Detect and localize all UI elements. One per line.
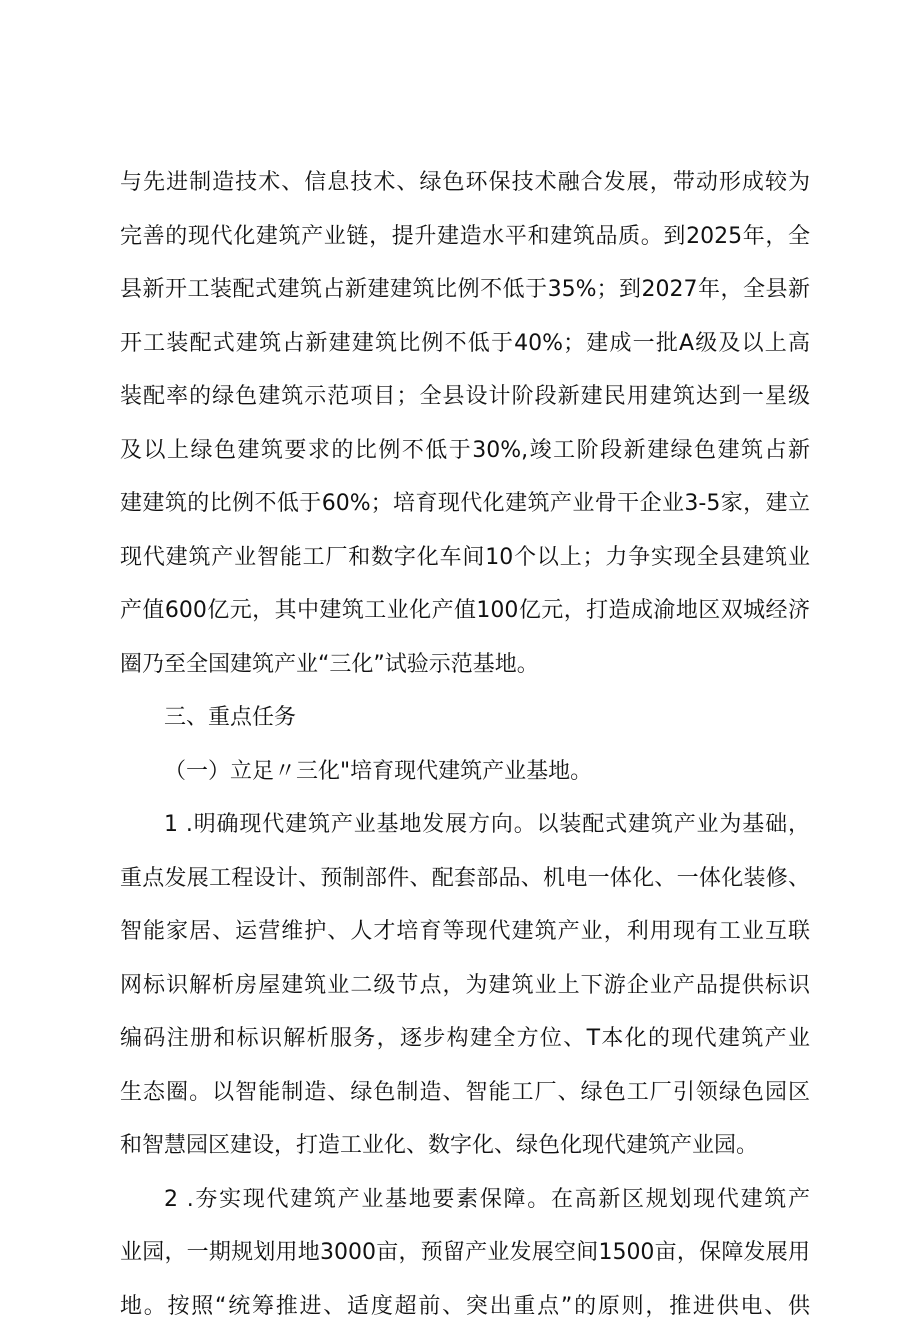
text-line: 地。按照“统筹推进、适度超前、突出重点”的原则，推进供电、供 — [120, 1280, 810, 1333]
text-line: 及以上绿色建筑要求的比例不低于30%,竣工阶段新建绿色建筑占新 — [120, 424, 810, 478]
text-line: 三、重点任务 — [120, 691, 810, 745]
text-line: 编码注册和标识解析服务，逐步构建全方位、T本化的现代建筑产业 — [120, 1012, 810, 1066]
document-body — [120, 156, 810, 1333]
text-line: 2 .夯实现代建筑产业基地要素保障。在高新区规划现代建筑产 — [120, 1173, 810, 1227]
text-line: 业园，一期规划用地3000亩，预留产业发展空间1500亩，保障发展用 — [120, 1226, 810, 1280]
text-line: 县新开工装配式建筑占新建建筑比例不低于35%；到2027年，全县新 — [120, 263, 810, 317]
text-line: （一）立足〃三化"培育现代建筑产业基地。 — [120, 745, 810, 799]
text-line: 装配率的绿色建筑示范项目；全县设计阶段新建民用建筑达到一星级 — [120, 370, 810, 424]
text-line: 圈乃至全国建筑产业“三化”试验示范基地。 — [120, 638, 810, 692]
text-line: 重点发展工程设计、预制部件、配套部品、机电一体化、一体化装修、 — [120, 852, 810, 906]
text-line: 开工装配式建筑占新建建筑比例不低于40%；建成一批A级及以上高 — [120, 317, 810, 371]
text-line: 与先进制造技术、信息技术、绿色环保技术融合发展，带动形成较为 — [120, 156, 810, 210]
text-line: 建建筑的比例不低于60%；培育现代化建筑产业骨干企业3-5家，建立 — [120, 477, 810, 531]
text-line: 和智慧园区建设，打造工业化、数字化、绿色化现代建筑产业园。 — [120, 1119, 810, 1173]
text-line: 现代建筑产业智能工厂和数字化车间10个以上；力争实现全县建筑业 — [120, 531, 810, 585]
text-line: 产值600亿元，其中建筑工业化产值100亿元，打造成渝地区双城经济 — [120, 584, 810, 638]
text-line: 网标识解析房屋建筑业二级节点，为建筑业上下游企业产品提供标识 — [120, 959, 810, 1013]
text-line: 智能家居、运营维护、人才培育等现代建筑产业，利用现有工业互联 — [120, 905, 810, 959]
text-line: 生态圈。以智能制造、绿色制造、智能工厂、绿色工厂引领绿色园区 — [120, 1066, 810, 1120]
text-line: 完善的现代化建筑产业链，提升建造水平和建筑品质。到2025年，全 — [120, 210, 810, 264]
text-line: 1 .明确现代建筑产业基地发展方向。以装配式建筑产业为基础， — [120, 798, 810, 852]
